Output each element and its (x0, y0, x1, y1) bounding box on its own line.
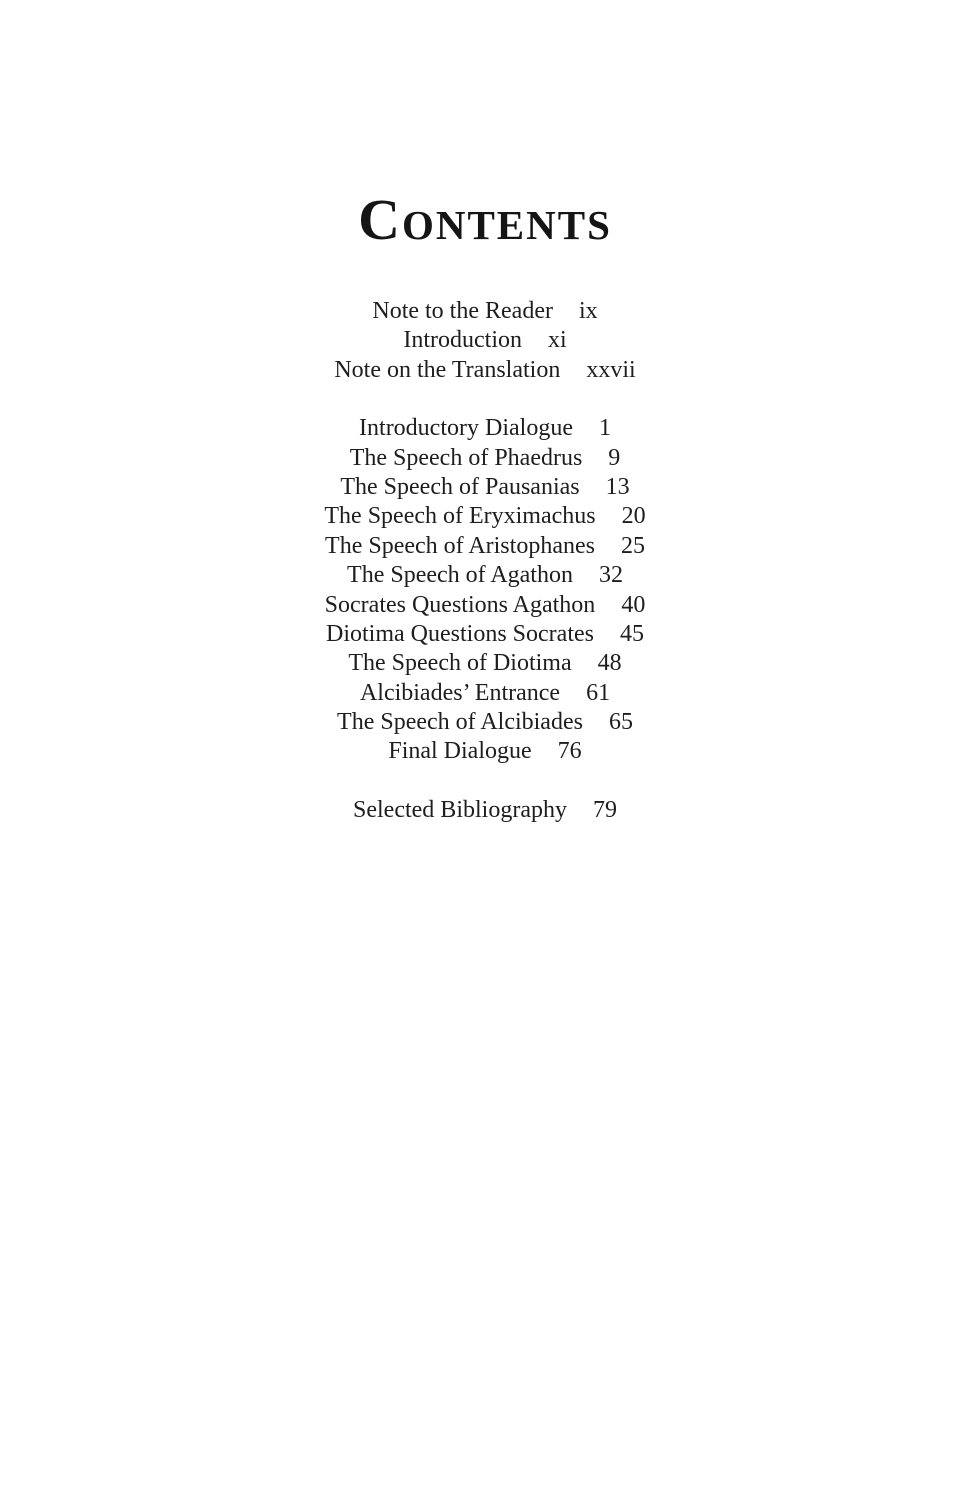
toc-entry-label: The Speech of Eryximachus (324, 503, 596, 530)
toc-entry[interactable] (0, 708, 970, 737)
toc-entry-label: The Speech of Phaedrus (349, 444, 583, 471)
toc-entry-label: Introduction (403, 327, 522, 354)
toc-entry-label: The Speech of Diotima (348, 650, 572, 677)
toc-entry-label: Final Dialogue (388, 738, 532, 765)
toc-entry[interactable] (0, 297, 970, 326)
toc-entry-page: 79 (592, 796, 617, 823)
toc-group-front-matter (0, 297, 970, 385)
page-title: Contents (358, 186, 612, 252)
toc-entry[interactable] (0, 591, 970, 620)
toc-entry[interactable] (0, 326, 970, 355)
toc-entry-label: Socrates Questions Agathon (324, 591, 596, 618)
toc-entry-page: 32 (598, 562, 623, 589)
toc-entry-page: xxvii (586, 356, 636, 383)
toc-entry-label: The Speech of Aristophanes (325, 532, 595, 559)
toc-entry[interactable] (0, 532, 970, 561)
toc-group-dialogue (0, 414, 970, 767)
toc-entry-page: 25 (620, 532, 645, 559)
toc-entry-page: 76 (557, 738, 582, 765)
toc-entry[interactable] (0, 737, 970, 766)
toc-entry[interactable] (0, 561, 970, 590)
toc-entry-page: 20 (621, 503, 646, 530)
toc-entry-label: Selected Bibliography (353, 796, 567, 823)
toc-entry[interactable] (0, 679, 970, 708)
table-of-contents (0, 297, 970, 825)
toc-entry-label: The Speech of Alcibiades (337, 709, 583, 736)
toc-entry-page: 48 (597, 650, 622, 677)
toc-entry-label: Note to the Reader (372, 298, 553, 324)
toc-group-back-matter (0, 796, 970, 825)
toc-entry[interactable] (0, 796, 970, 825)
toc-entry-label: Alcibiades’ Entrance (359, 679, 561, 706)
toc-entry-label: Note on the Translation (334, 356, 561, 383)
toc-entry-page: ix (578, 298, 598, 324)
toc-entry-page: 1 (598, 415, 611, 442)
toc-entry-page: 13 (605, 473, 630, 500)
toc-entry[interactable] (0, 649, 970, 678)
toc-entry[interactable] (0, 620, 970, 649)
toc-entry-page: 45 (619, 620, 644, 647)
toc-entry[interactable] (0, 356, 970, 385)
toc-entry-page: 9 (608, 444, 621, 471)
toc-entry[interactable] (0, 444, 970, 473)
toc-entry[interactable] (0, 502, 970, 531)
toc-entry-label: The Speech of Pausanias (340, 473, 580, 500)
toc-entry-label: Introductory Dialogue (359, 415, 573, 442)
toc-entry-page: xi (547, 327, 567, 354)
toc-entry-label: Diotima Questions Socrates (326, 620, 594, 647)
toc-entry[interactable] (0, 473, 970, 502)
toc-entry-page: 65 (608, 709, 633, 736)
toc-entry-label: The Speech of Agathon (347, 562, 573, 589)
toc-entry-page: 40 (621, 591, 646, 618)
toc-entry-page: 61 (586, 679, 611, 706)
toc-entry[interactable] (0, 414, 970, 443)
